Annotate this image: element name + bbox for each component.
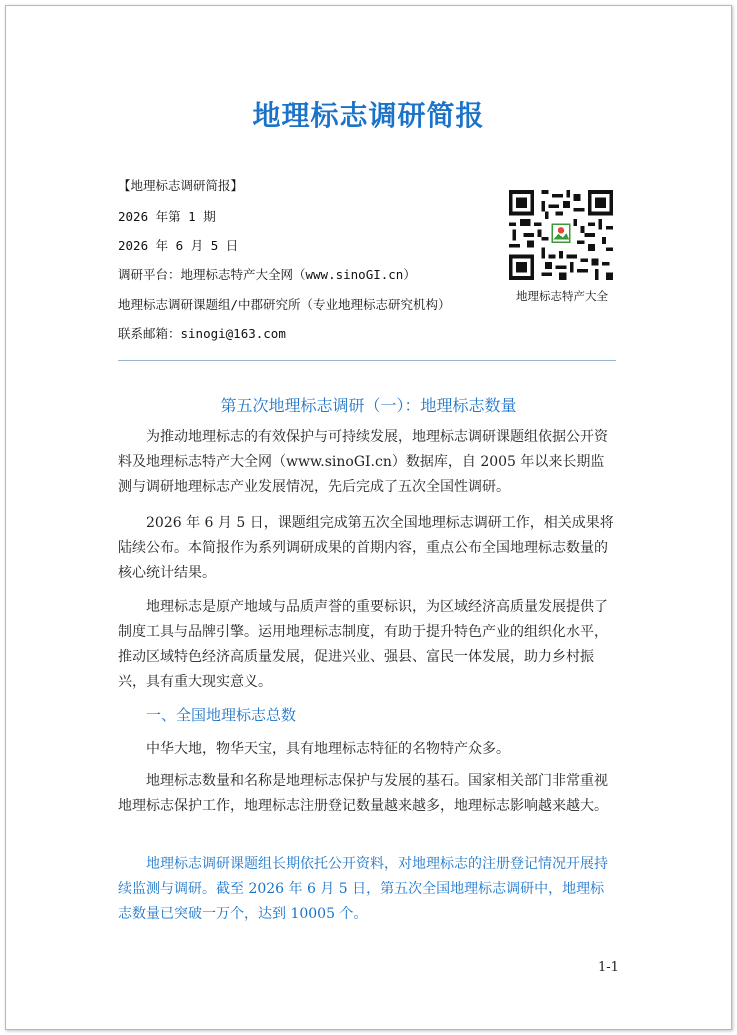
issue-number: 2026 年第 1 期 xyxy=(118,209,216,224)
platform-line: 调研平台：地理标志特产大全网（www.sinoGI.cn） xyxy=(118,267,416,282)
organization-line: 地理标志调研课题组/中郡研究所（专业地理标志研究机构） xyxy=(118,297,451,312)
page-number: 1-1 xyxy=(598,960,619,975)
section-title: 第五次地理标志调研（一）：地理标志数量 xyxy=(220,396,517,415)
email-line: 联系邮箱：sinogi@163.com xyxy=(118,326,286,341)
header-divider xyxy=(118,360,616,361)
qr-caption: 地理标志特产大全 xyxy=(516,289,608,303)
subsection-heading: 一、全国地理标志总数 xyxy=(146,706,297,724)
paragraph: 为推动地理标志的有效保护与可持续发展，地理标志调研课题组依据公开资料及地理标志特产大全网（www.sinoGI.cn）数据库，自 2005 年以来长期监测与调研地理标志产业发展情况，先后完成了五次全国性调研。 xyxy=(118,429,608,495)
paragraph: 2026 年 6 月 5 日，课题组完成第五次全国地理标志调研工作，相关成果将陆续公布。本简报作为系列调研成果的首期内容，重点公布全国地理标志数量的核心统计结果。 xyxy=(118,515,614,581)
paragraph: 地理标志是原产地域与品质声誉的重要标识，为区域经济高质量发展提供了制度工具与品牌引擎。运用地理标志制度，有助于提升特色产业的组织化水平，推动区域特色经济高质量发展，促进兴业、强县、富民一体发展，助力乡村振兴，具有重大现实意义。 xyxy=(118,599,608,690)
issue-date: 2026 年 6 月 5 日 xyxy=(118,238,239,253)
paragraph: 中华大地，物华天宝，具有地理标志特征的名物特产众多。 xyxy=(146,741,510,757)
qr-code-icon xyxy=(509,190,613,280)
page-title: 地理标志调研简报 xyxy=(252,99,485,132)
highlight-paragraph: 地理标志调研课题组长期依托公开资料，对地理标志的注册登记情况开展持续监测与调研。截至 2026 年 6 月 5 日，第五次全国地理标志调研中，地理标志数量已突破一万个，达到 10005 个。 xyxy=(118,856,608,922)
bracket-title: 【地理标志调研简报】 xyxy=(118,178,244,193)
paragraph: 地理标志数量和名称是地理标志保护与发展的基石。国家相关部门非常重视地理标志保护工作，地理标志注册登记数量越来越多，地理标志影响越来越大。 xyxy=(118,773,608,814)
